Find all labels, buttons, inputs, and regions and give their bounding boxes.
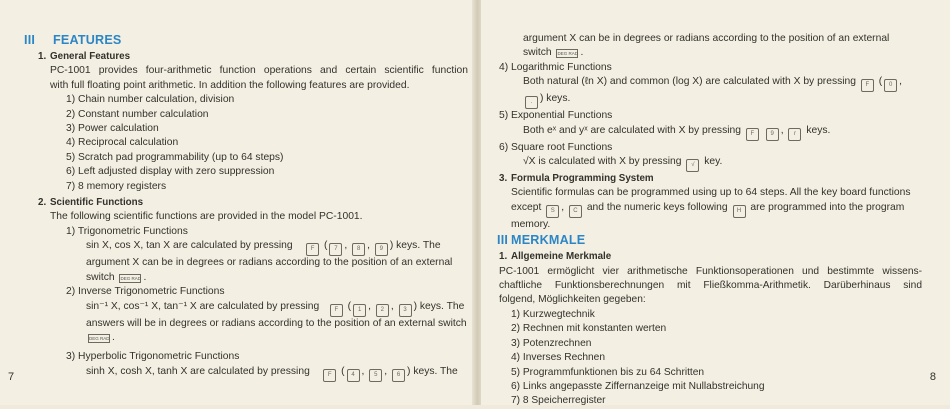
feature-item: 4) Reciprocal calculation [66,137,179,149]
merkmal-item: 5) Programmfunktionen bis zu 64 Schritten [511,366,705,378]
hyperbolic-line: sinh X, cosh X, tanh X are calculated by pressing F ( 4 , 5 , 6 ) keys. The [24,365,468,382]
features-heading-number: III [24,33,36,47]
log-keys-text: keys. [546,93,571,105]
inverse-answer: answers will be in degrees or radians according to the position of an external switch [86,317,467,329]
formula-line-1: Scientific formulas can be programmed using up to 64 steps. All the key board functions [511,187,911,199]
sqrt-key-icon: √ [686,159,699,172]
s-key-icon: S [546,205,559,218]
sin-key-icon: 7 [329,243,342,256]
left-page-content [0,0,474,405]
sinh-key-icon: 4 [347,369,360,382]
merkmale-heading-number: III [497,233,509,248]
merkmale-heading [497,232,922,249]
general-intro-line-2: with full floating point arithmetic. In addition the following features are provided. [50,79,410,91]
inverse-trig-line: sin⁻¹ X, cos⁻¹ X, tan⁻¹ X are calculated by pressing F ( 1 , 2 , 3 ) keys. The [24,300,468,317]
scientific-functions-label: Scientific Functions [50,197,144,209]
general-features-number: 1. [38,51,47,62]
tan-key-icon: 9 [375,243,388,256]
general-features-title [24,50,468,64]
exp-text: Both eˣ and yˣ are calculated with X by pressing [523,124,741,136]
features-heading-title: FEATURES [53,33,122,47]
general-intro-line-1: PC-1001 provides four-arithmetic function operations and certain scientific function [50,65,468,77]
scientific-functions-title [24,196,468,210]
ln-key-icon: 0 [884,79,897,92]
formula-numeric-text: and the numeric keys following [586,201,728,213]
feature-item: 6) Left adjusted display with zero suppression [66,166,275,178]
formula-line-3: memory. [511,218,551,230]
deg-rad-switch-icon: DEG RAD [557,51,578,57]
feature-item: 7) 8 memory registers [66,180,167,192]
formula-programming-title [497,172,922,186]
sqrt-keys-text: key. [704,156,723,168]
hyperbolic-title: 3) Hyperbolic Trigonometric Functions [66,351,240,363]
log-line-2: . ) keys. [497,92,922,109]
inverse-switch-line: DEG RAD . [89,331,115,343]
merkmal-item: 6) Links angepasste Ziffernanzeige mit Nullabstreichung [511,380,765,392]
ex-key-icon: 9 [766,128,779,141]
trig-title: 1) Trigonometric Functions [66,225,188,237]
merkmal-item: 3) Potenzrechnen [511,337,592,349]
deg-rad-switch-icon: DEG RAD [120,275,141,281]
allg-intro-line-2: chaftliche Funktionsberechnungen mit Fließkomma-Arithmetik. Darüberhinaus sind [499,280,922,292]
page-number-right: 8 [929,371,936,383]
sqrt-line [497,155,922,172]
cosh-key-icon: 5 [369,369,382,382]
f-key-icon: F [746,128,759,141]
merkmal-item: 4) Inverses Rechnen [511,352,606,364]
inverse-trig-text: sin⁻¹ X, cos⁻¹ X, tan⁻¹ X are calculated by pressing [86,300,320,312]
acos-key-icon: 2 [376,304,389,317]
allg-intro-line-1: PC-1001 ermöglicht vier arithmetische Funktionsoperationen und bestimmte wissens- [499,265,922,277]
feature-item: 5) Scratch pad programmability (up to 64 steps) [66,151,284,163]
c-key-icon: C [569,205,582,218]
cos-key-icon: 8 [352,243,365,256]
merkmale-heading-title: MERKMALE [511,233,586,248]
formula-number: 3. [499,173,508,185]
feature-item: 1) Chain number calculation, division [66,94,235,106]
right-page [481,0,950,405]
merkmal-item: 7) 8 Speicherregister [511,395,606,407]
hyperbolic-text: sinh X, cosh X, tanh X are calculated by pressing [86,365,310,377]
allg-intro-line-3: folgend, Möglichkeiten gegeben: [499,294,646,306]
switch-word: switch [523,47,552,59]
allgemeine-merkmale-title [497,250,922,264]
allgemeine-label: Allgemeine Merkmale [511,251,612,263]
log-line: Both natural (ℓn X) and common (log X) are calculated with X by pressing F ( 0 , [497,75,922,92]
log-title: 4) Logarithmic Functions [499,61,612,73]
log-key-icon: . [525,96,538,109]
f-key-icon: F [861,79,874,92]
trig-argument: argument X can be in degrees or radians according to the position of an external [86,257,453,269]
inverse-keys-text: keys. The [419,300,465,312]
features-heading [24,32,468,49]
formula-except-text: except [511,201,542,213]
trig-keys-text: keys. The [396,240,441,252]
merkmal-item: 2) Rechnen mit konstanten werten [511,323,667,335]
right-page-content [481,0,950,405]
continued-argument: argument X can be in degrees or radians according to the position of an external [523,33,890,44]
formula-label: Formula Programming System [511,173,654,185]
exp-line: Both eˣ and yˣ are calculated with X by pressing F 9 , r keys. [497,124,922,141]
trig-switch-line: switch DEG RAD . [86,271,147,283]
general-features-label: General Features [50,51,131,62]
log-text: Both natural (ℓn X) and common (log X) are calculated with X by pressing [523,76,856,88]
trig-line: sin X, cos X, tan X are calculated by pressing F ( 7 , 8 , 9 ) keys. The [24,239,468,256]
atan-key-icon: 3 [399,304,412,317]
sqrt-title: 6) Square root Functions [499,141,613,153]
scientific-functions-number: 2. [38,197,47,209]
asin-key-icon: 1 [353,304,366,317]
exp-title: 5) Exponential Functions [499,110,613,122]
yx-key-icon: r [788,128,801,141]
merkmal-item: 1) Kurzwegtechnik [511,308,595,320]
deg-rad-switch-icon: DEG RAD [89,335,110,341]
scientific-intro: The following scientific functions are provided in the model PC-1001. [50,211,363,223]
feature-item: 2) Constant number calculation [66,108,209,120]
f-key-icon: F [306,243,319,256]
inverse-trig-title: 2) Inverse Trigonometric Functions [66,286,225,298]
h-key-icon: H [733,205,746,218]
formula-line-2: except S , C and the numeric keys following H are programmed into the program [497,201,922,218]
page-number-left: 7 [8,371,15,383]
formula-program-text: are programmed into the program [750,201,905,213]
hyperbolic-keys-text: keys. The [413,365,458,377]
continued-switch-line: switch DEG RAD . [523,47,584,59]
left-page [0,0,474,405]
f-key-icon: F [330,304,343,317]
feature-item: 3) Power calculation [66,123,159,135]
tanh-key-icon: 6 [392,369,405,382]
allgemeine-number: 1. [499,251,508,263]
sqrt-text: √X is calculated with X by pressing [523,156,682,168]
trig-text: sin X, cos X, tan X are calculated by pressing [86,240,293,252]
switch-word: switch [86,271,115,283]
f-key-icon: F [323,369,336,382]
exp-keys-text: keys. [806,124,831,136]
